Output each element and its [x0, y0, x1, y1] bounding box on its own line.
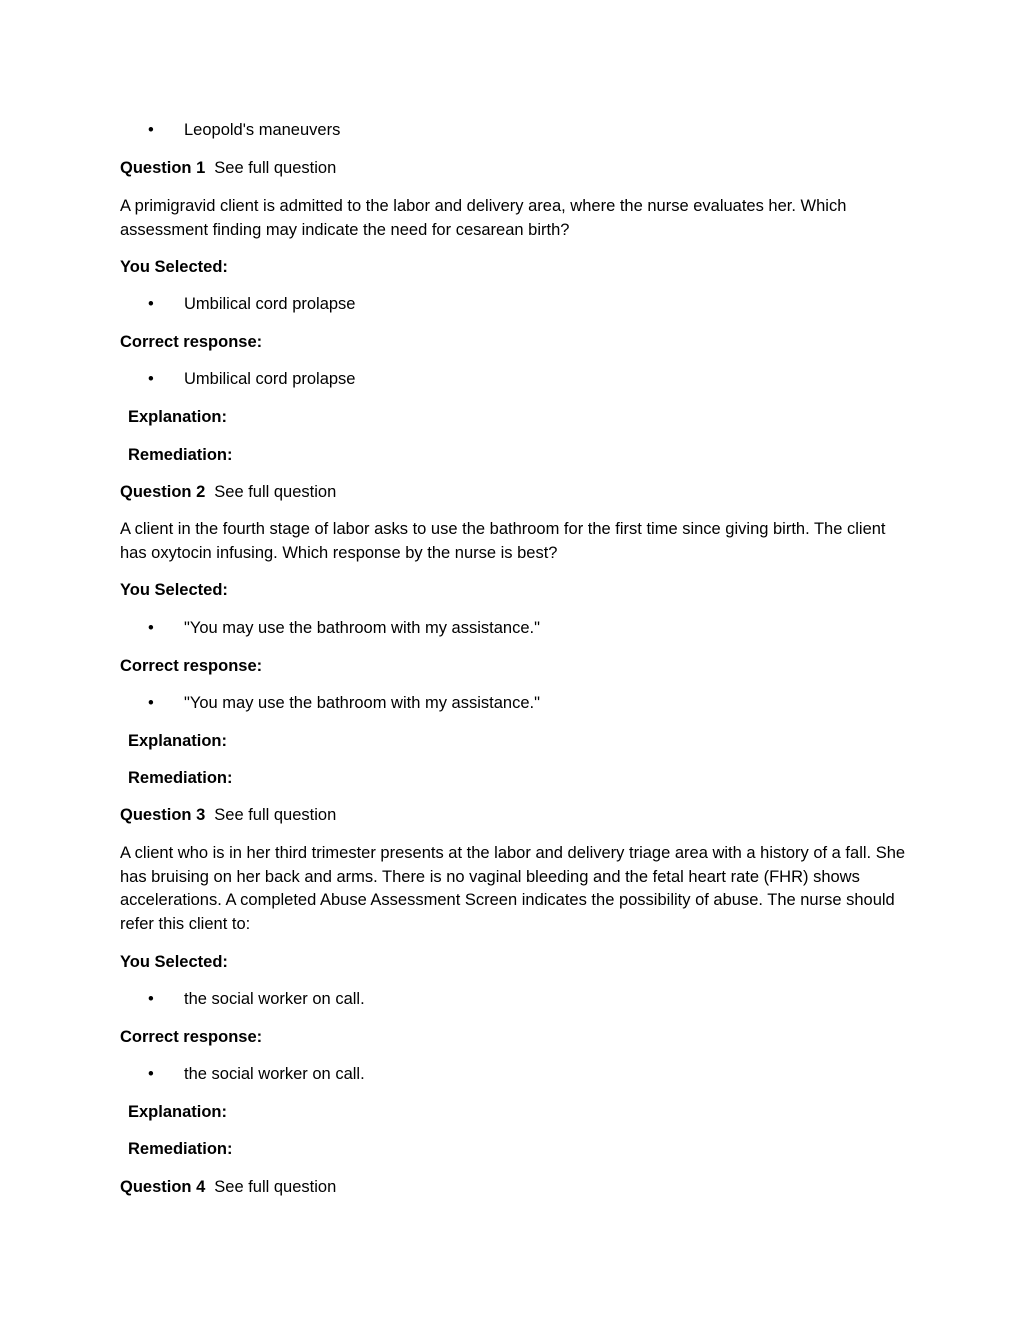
remediation-label: Remediation:: [128, 769, 233, 787]
question-3-text: A client who is in her third trimester presents at the labor and delivery triage area with a history of a fall. She has bruising on her back and arms. There is no vaginal bleeding and the fetal heart rate (FHR) shows accelerations. A completed Abuse Assessment Screen indicates the possibility of abuse. The nurse should refer this client to:: [120, 844, 906, 933]
explanation-label: Explanation:: [128, 732, 228, 750]
list-item: [148, 988, 365, 1012]
question-label: Question 1: [120, 159, 206, 177]
correct-response-label: Correct response:: [120, 1028, 263, 1046]
question-3-header: [120, 804, 910, 828]
see-full-question-link[interactable]: See full question: [214, 806, 337, 824]
question-1-text: A primigravid client is admitted to the labor and delivery area, where the nurse evaluates her. Which assessment finding may indicate the need for cesarean birth?: [120, 197, 847, 239]
remediation-label: Remediation:: [128, 1140, 233, 1158]
question-label: Question 3: [120, 806, 206, 824]
question-1-header: [120, 157, 910, 181]
bullet-icon: •: [148, 370, 154, 388]
explanation-label: Explanation:: [128, 408, 228, 426]
selected-answer: "You may use the bathroom with my assistance.": [184, 619, 540, 637]
list-item: [148, 1063, 365, 1087]
see-full-question-link[interactable]: See full question: [214, 1178, 337, 1196]
list-item: [148, 692, 540, 716]
question-label: Question 4: [120, 1178, 206, 1196]
bullet-icon: •: [148, 295, 154, 313]
remediation-label: Remediation:: [128, 446, 233, 464]
bullet-icon: •: [148, 1065, 154, 1083]
question-label: Question 2: [120, 483, 206, 501]
see-full-question-link[interactable]: See full question: [214, 483, 337, 501]
correct-answer: "You may use the bathroom with my assistance.": [184, 694, 540, 712]
list-item-text: Leopold's maneuvers: [184, 121, 341, 139]
correct-response-label: Correct response:: [120, 333, 263, 351]
bullet-icon: •: [148, 121, 154, 139]
list-item: [148, 617, 540, 641]
you-selected-label: You Selected:: [120, 258, 228, 276]
you-selected-label: You Selected:: [120, 953, 228, 971]
question-2-header: [120, 481, 910, 505]
correct-response-label: Correct response:: [120, 657, 263, 675]
explanation-label: Explanation:: [128, 1103, 228, 1121]
list-item: [148, 368, 356, 392]
bullet-icon: •: [148, 694, 154, 712]
correct-answer: the social worker on call.: [184, 1065, 365, 1083]
correct-answer: Umbilical cord prolapse: [184, 370, 356, 388]
bullet-icon: •: [148, 990, 154, 1008]
you-selected-label: You Selected:: [120, 581, 228, 599]
selected-answer: the social worker on call.: [184, 990, 365, 1008]
question-2-text: A client in the fourth stage of labor asks to use the bathroom for the first time since giving birth. The client has oxytocin infusing. Which response by the nurse is best?: [120, 520, 886, 562]
bullet-icon: •: [148, 619, 154, 637]
selected-answer: Umbilical cord prolapse: [184, 295, 356, 313]
question-4-header: [120, 1176, 910, 1200]
see-full-question-link[interactable]: See full question: [214, 159, 337, 177]
list-item: [148, 119, 340, 143]
list-item: [148, 293, 356, 317]
